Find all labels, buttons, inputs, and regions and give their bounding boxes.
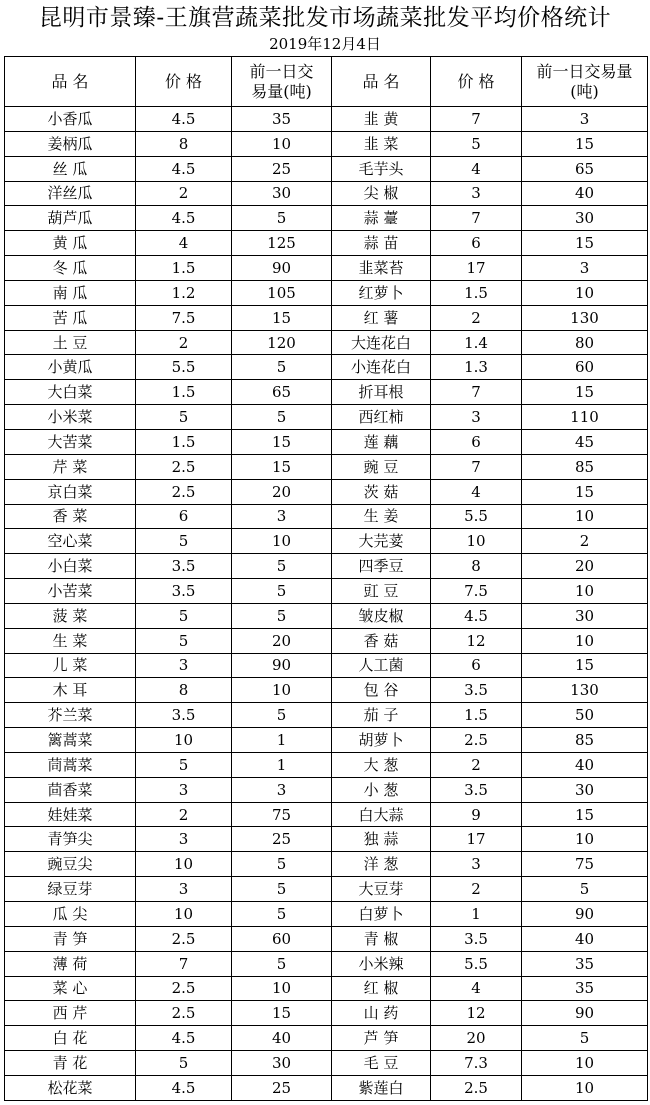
prev-day-volume: 15 (232, 1001, 332, 1026)
table-row (5, 827, 648, 852)
vegetable-name: 蒜 苗 (332, 231, 431, 256)
vegetable-name: 生 菜 (5, 628, 136, 653)
avg-price: 3 (431, 405, 522, 430)
vegetable-name: 芹 菜 (5, 454, 136, 479)
avg-price: 5 (431, 131, 522, 156)
prev-day-volume: 45 (522, 429, 648, 454)
prev-day-volume: 65 (522, 156, 648, 181)
prev-day-volume: 30 (232, 1051, 332, 1076)
avg-price: 7 (431, 380, 522, 405)
prev-day-volume: 40 (522, 181, 648, 206)
avg-price: 5.5 (431, 951, 522, 976)
vegetable-name: 冬 瓜 (5, 256, 136, 281)
vegetable-name: 小 葱 (332, 777, 431, 802)
vegetable-name: 南 瓜 (5, 280, 136, 305)
prev-day-volume: 90 (232, 256, 332, 281)
prev-day-volume: 1 (232, 752, 332, 777)
avg-price: 2.5 (136, 454, 232, 479)
vegetable-name: 小米菜 (5, 405, 136, 430)
prev-day-volume: 35 (522, 951, 648, 976)
vegetable-name: 人工菌 (332, 653, 431, 678)
avg-price: 1.4 (431, 330, 522, 355)
prev-day-volume: 5 (232, 554, 332, 579)
avg-price: 3.5 (431, 678, 522, 703)
avg-price: 7 (431, 206, 522, 231)
avg-price: 4.5 (136, 206, 232, 231)
vegetable-name: 西红柿 (332, 405, 431, 430)
table-row (5, 479, 648, 504)
header-name-right: 品 名 (332, 57, 431, 107)
prev-day-volume: 75 (232, 802, 332, 827)
prev-day-volume: 10 (522, 1075, 648, 1100)
prev-day-volume: 90 (522, 1001, 648, 1026)
vegetable-name: 青笋尖 (5, 827, 136, 852)
avg-price: 3.5 (136, 579, 232, 604)
vegetable-name: 绿豆芽 (5, 877, 136, 902)
avg-price: 2.5 (431, 1075, 522, 1100)
vegetable-name: 小白菜 (5, 554, 136, 579)
vegetable-name: 西 芹 (5, 1001, 136, 1026)
vegetable-name: 韭菜苔 (332, 256, 431, 281)
table-row (5, 653, 648, 678)
vegetable-name: 小香瓜 (5, 107, 136, 132)
prev-day-volume: 5 (232, 703, 332, 728)
avg-price: 5 (136, 603, 232, 628)
prev-day-volume: 10 (522, 827, 648, 852)
vegetable-name: 篱蒿菜 (5, 728, 136, 753)
prev-day-volume: 5 (232, 951, 332, 976)
header-volume: 前一日交 易量(吨) (232, 57, 332, 107)
vegetable-name: 毛 豆 (332, 1051, 431, 1076)
prev-day-volume: 40 (522, 926, 648, 951)
vegetable-name: 大芫荽 (332, 529, 431, 554)
vegetable-name: 青 椒 (332, 926, 431, 951)
table-row (5, 256, 648, 281)
vegetable-name: 红萝卜 (332, 280, 431, 305)
table-row (5, 355, 648, 380)
avg-price: 1.2 (136, 280, 232, 305)
avg-price: 3 (136, 653, 232, 678)
prev-day-volume: 80 (522, 330, 648, 355)
table-row (5, 1001, 648, 1026)
vegetable-name: 韭 黄 (332, 107, 431, 132)
prev-day-volume: 20 (522, 554, 648, 579)
avg-price: 2 (431, 877, 522, 902)
vegetable-name: 红 薯 (332, 305, 431, 330)
vegetable-name: 丝 瓜 (5, 156, 136, 181)
avg-price: 5 (136, 1051, 232, 1076)
vegetable-name: 京白菜 (5, 479, 136, 504)
avg-price: 3.5 (431, 926, 522, 951)
prev-day-volume: 85 (522, 728, 648, 753)
prev-day-volume: 105 (232, 280, 332, 305)
prev-day-volume: 10 (522, 579, 648, 604)
avg-price: 1 (431, 902, 522, 927)
avg-price: 12 (431, 1001, 522, 1026)
page-title: 昆明市景臻-王旗营蔬菜批发市场蔬菜批发平均价格统计 (38, 5, 612, 31)
prev-day-volume: 5 (232, 852, 332, 877)
prev-day-volume: 1 (232, 728, 332, 753)
avg-price: 17 (431, 827, 522, 852)
vegetable-name: 薄 荷 (5, 951, 136, 976)
prev-day-volume: 5 (522, 1026, 648, 1051)
prev-day-volume: 15 (522, 131, 648, 156)
avg-price: 3 (136, 777, 232, 802)
prev-day-volume: 120 (232, 330, 332, 355)
vegetable-name: 小黄瓜 (5, 355, 136, 380)
avg-price: 2 (136, 330, 232, 355)
vegetable-name: 空心菜 (5, 529, 136, 554)
report-date: 2019年12月4日 (269, 35, 381, 53)
vegetable-name: 土 豆 (5, 330, 136, 355)
prev-day-volume: 40 (232, 1026, 332, 1051)
table-row (5, 1075, 648, 1100)
vegetable-name: 豇 豆 (332, 579, 431, 604)
avg-price: 10 (431, 529, 522, 554)
prev-day-volume: 90 (232, 653, 332, 678)
prev-day-volume: 60 (232, 926, 332, 951)
vegetable-name: 白大蒜 (332, 802, 431, 827)
table-row (5, 777, 648, 802)
avg-price: 3 (136, 877, 232, 902)
vegetable-name: 四季豆 (332, 554, 431, 579)
avg-price: 7 (431, 454, 522, 479)
table-row (5, 529, 648, 554)
prev-day-volume: 5 (232, 206, 332, 231)
avg-price: 5 (136, 405, 232, 430)
avg-price: 7.5 (431, 579, 522, 604)
table-row (5, 678, 648, 703)
price-table (4, 56, 648, 1101)
avg-price: 3 (136, 827, 232, 852)
prev-day-volume: 5 (232, 902, 332, 927)
table-row (5, 280, 648, 305)
prev-day-volume: 75 (522, 852, 648, 877)
prev-day-volume: 10 (232, 131, 332, 156)
avg-price: 10 (136, 728, 232, 753)
avg-price: 3 (431, 181, 522, 206)
vegetable-name: 小苦菜 (5, 579, 136, 604)
vegetable-name: 莲 藕 (332, 429, 431, 454)
prev-day-volume: 5 (232, 579, 332, 604)
table-row (5, 554, 648, 579)
prev-day-volume: 15 (232, 454, 332, 479)
vegetable-name: 香 菜 (5, 504, 136, 529)
avg-price: 3.5 (431, 777, 522, 802)
prev-day-volume: 5 (232, 355, 332, 380)
prev-day-volume: 30 (522, 603, 648, 628)
prev-day-volume: 10 (522, 280, 648, 305)
prev-day-volume: 15 (232, 429, 332, 454)
vegetable-name: 独 蒜 (332, 827, 431, 852)
table-row (5, 1051, 648, 1076)
table-row (5, 976, 648, 1001)
vegetable-name: 菠 菜 (5, 603, 136, 628)
prev-day-volume: 3 (522, 256, 648, 281)
header-volume-right: 前一日交易量 (吨) (522, 57, 648, 107)
vegetable-name: 蒜 薹 (332, 206, 431, 231)
table-body (5, 107, 648, 1101)
vegetable-name: 香 菇 (332, 628, 431, 653)
avg-price: 20 (431, 1026, 522, 1051)
avg-price: 6 (136, 504, 232, 529)
table-row (5, 181, 648, 206)
vegetable-name: 小连花白 (332, 355, 431, 380)
prev-day-volume: 125 (232, 231, 332, 256)
prev-day-volume: 130 (522, 305, 648, 330)
avg-price: 2 (136, 802, 232, 827)
avg-price: 3.5 (136, 703, 232, 728)
prev-day-volume: 5 (232, 405, 332, 430)
prev-day-volume: 30 (522, 206, 648, 231)
avg-price: 2 (431, 752, 522, 777)
prev-day-volume: 15 (522, 380, 648, 405)
table-row (5, 107, 648, 132)
table-row (5, 703, 648, 728)
prev-day-volume: 110 (522, 405, 648, 430)
prev-day-volume: 10 (522, 504, 648, 529)
vegetable-name: 茼蒿菜 (5, 752, 136, 777)
prev-day-volume: 15 (522, 479, 648, 504)
vegetable-name: 娃娃菜 (5, 802, 136, 827)
table-row (5, 380, 648, 405)
avg-price: 4.5 (431, 603, 522, 628)
prev-day-volume: 15 (232, 305, 332, 330)
avg-price: 4 (431, 976, 522, 1001)
prev-day-volume: 5 (232, 877, 332, 902)
vegetable-name: 黄 瓜 (5, 231, 136, 256)
prev-day-volume: 30 (522, 777, 648, 802)
table-row (5, 305, 648, 330)
vegetable-name: 青 花 (5, 1051, 136, 1076)
prev-day-volume: 20 (232, 479, 332, 504)
header-name: 品 名 (5, 57, 136, 107)
prev-day-volume: 35 (522, 976, 648, 1001)
vegetable-name: 豌豆尖 (5, 852, 136, 877)
vegetable-name: 芦 笋 (332, 1026, 431, 1051)
header-row (5, 57, 648, 107)
table-row (5, 603, 648, 628)
avg-price: 6 (431, 429, 522, 454)
vegetable-name: 木 耳 (5, 678, 136, 703)
table-row (5, 926, 648, 951)
avg-price: 4.5 (136, 1075, 232, 1100)
vegetable-name: 茴香菜 (5, 777, 136, 802)
avg-price: 1.5 (431, 703, 522, 728)
prev-day-volume: 15 (522, 653, 648, 678)
vegetable-name: 韭 菜 (332, 131, 431, 156)
prev-day-volume: 2 (522, 529, 648, 554)
table-row (5, 728, 648, 753)
vegetable-name: 芥兰菜 (5, 703, 136, 728)
prev-day-volume: 10 (522, 628, 648, 653)
avg-price: 5 (136, 529, 232, 554)
vegetable-name: 儿 菜 (5, 653, 136, 678)
avg-price: 2.5 (136, 479, 232, 504)
vegetable-name: 大连花白 (332, 330, 431, 355)
vegetable-name: 菜 心 (5, 976, 136, 1001)
avg-price: 8 (136, 678, 232, 703)
vegetable-name: 茄 子 (332, 703, 431, 728)
avg-price: 10 (136, 852, 232, 877)
table-row (5, 802, 648, 827)
prev-day-volume: 3 (232, 777, 332, 802)
table-row (5, 131, 648, 156)
avg-price: 17 (431, 256, 522, 281)
avg-price: 2.5 (136, 926, 232, 951)
table-row (5, 231, 648, 256)
vegetable-name: 洋 葱 (332, 852, 431, 877)
header-price: 价 格 (136, 57, 232, 107)
vegetable-name: 大豆芽 (332, 877, 431, 902)
avg-price: 7.3 (431, 1051, 522, 1076)
avg-price: 2.5 (136, 1001, 232, 1026)
vegetable-name: 洋丝瓜 (5, 181, 136, 206)
vegetable-name: 生 姜 (332, 504, 431, 529)
avg-price: 7 (431, 107, 522, 132)
avg-price: 5.5 (136, 355, 232, 380)
avg-price: 5.5 (431, 504, 522, 529)
avg-price: 3 (431, 852, 522, 877)
prev-day-volume: 130 (522, 678, 648, 703)
prev-day-volume: 40 (522, 752, 648, 777)
avg-price: 4 (431, 156, 522, 181)
prev-day-volume: 3 (232, 504, 332, 529)
prev-day-volume: 5 (232, 603, 332, 628)
avg-price: 3.5 (136, 554, 232, 579)
avg-price: 1.3 (431, 355, 522, 380)
vegetable-name: 豌 豆 (332, 454, 431, 479)
avg-price: 1.5 (136, 256, 232, 281)
vegetable-name: 尖 椒 (332, 181, 431, 206)
vegetable-name: 山 药 (332, 1001, 431, 1026)
prev-day-volume: 35 (232, 107, 332, 132)
table-row (5, 330, 648, 355)
vegetable-name: 折耳根 (332, 380, 431, 405)
avg-price: 1.5 (136, 380, 232, 405)
table-row (5, 156, 648, 181)
vegetable-name: 松花菜 (5, 1075, 136, 1100)
vegetable-name: 毛芋头 (332, 156, 431, 181)
vegetable-name: 白 花 (5, 1026, 136, 1051)
prev-day-volume: 25 (232, 1075, 332, 1100)
table-row (5, 752, 648, 777)
avg-price: 6 (431, 231, 522, 256)
avg-price: 2.5 (136, 976, 232, 1001)
table-row (5, 1026, 648, 1051)
prev-day-volume: 5 (522, 877, 648, 902)
prev-day-volume: 15 (522, 802, 648, 827)
avg-price: 1.5 (431, 280, 522, 305)
vegetable-name: 姜柄瓜 (5, 131, 136, 156)
avg-price: 4 (431, 479, 522, 504)
avg-price: 2 (136, 181, 232, 206)
avg-price: 4.5 (136, 156, 232, 181)
prev-day-volume: 10 (232, 678, 332, 703)
vegetable-name: 大苦菜 (5, 429, 136, 454)
avg-price: 6 (431, 653, 522, 678)
avg-price: 8 (136, 131, 232, 156)
avg-price: 4.5 (136, 107, 232, 132)
prev-day-volume: 65 (232, 380, 332, 405)
vegetable-name: 瓜 尖 (5, 902, 136, 927)
avg-price: 1.5 (136, 429, 232, 454)
avg-price: 7.5 (136, 305, 232, 330)
prev-day-volume: 50 (522, 703, 648, 728)
prev-day-volume: 60 (522, 355, 648, 380)
table-row (5, 579, 648, 604)
table-row (5, 429, 648, 454)
table-row (5, 504, 648, 529)
avg-price: 2 (431, 305, 522, 330)
prev-day-volume: 10 (232, 976, 332, 1001)
vegetable-name: 小米辣 (332, 951, 431, 976)
table-row (5, 877, 648, 902)
vegetable-name: 包 谷 (332, 678, 431, 703)
vegetable-name: 白萝卜 (332, 902, 431, 927)
avg-price: 12 (431, 628, 522, 653)
vegetable-name: 葫芦瓜 (5, 206, 136, 231)
vegetable-name: 红 椒 (332, 976, 431, 1001)
avg-price: 10 (136, 902, 232, 927)
prev-day-volume: 30 (232, 181, 332, 206)
avg-price: 7 (136, 951, 232, 976)
table-row (5, 902, 648, 927)
vegetable-name: 大 葱 (332, 752, 431, 777)
prev-day-volume: 20 (232, 628, 332, 653)
prev-day-volume: 25 (232, 827, 332, 852)
vegetable-name: 皱皮椒 (332, 603, 431, 628)
avg-price: 2.5 (431, 728, 522, 753)
vegetable-name: 苦 瓜 (5, 305, 136, 330)
vegetable-name: 青 笋 (5, 926, 136, 951)
table-row (5, 206, 648, 231)
prev-day-volume: 90 (522, 902, 648, 927)
vegetable-name: 大白菜 (5, 380, 136, 405)
prev-day-volume: 15 (522, 231, 648, 256)
prev-day-volume: 10 (522, 1051, 648, 1076)
avg-price: 9 (431, 802, 522, 827)
prev-day-volume: 3 (522, 107, 648, 132)
avg-price: 5 (136, 628, 232, 653)
prev-day-volume: 10 (232, 529, 332, 554)
table-row (5, 951, 648, 976)
vegetable-name: 胡萝卜 (332, 728, 431, 753)
table-row (5, 405, 648, 430)
avg-price: 5 (136, 752, 232, 777)
table-row (5, 628, 648, 653)
table-row (5, 454, 648, 479)
prev-day-volume: 85 (522, 454, 648, 479)
avg-price: 8 (431, 554, 522, 579)
avg-price: 4 (136, 231, 232, 256)
vegetable-name: 茨 菇 (332, 479, 431, 504)
prev-day-volume: 25 (232, 156, 332, 181)
vegetable-name: 紫莲白 (332, 1075, 431, 1100)
avg-price: 4.5 (136, 1026, 232, 1051)
header-price-right: 价 格 (431, 57, 522, 107)
table-row (5, 852, 648, 877)
